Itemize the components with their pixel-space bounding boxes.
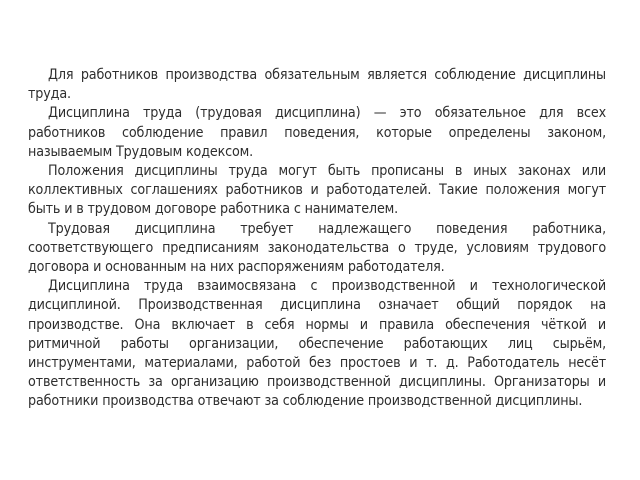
- document-text: [28, 66, 606, 412]
- paragraph-5: Дисциплина труда взаимосвязана с производственной и технологической дисциплиной. Производственная дисциплина означает общий порядок на производстве. Она включает в себя нормы и правила обеспечения чёткой и ритмичной работы организации, обеспечение работающих лиц сырьём, инструментами, материалами, работой без простоев и т. д. Работодатель несёт ответственность за организацию производственной дисциплины. Организаторы и работники производства отвечают за соблюдение производственной дисциплины.: [28, 278, 606, 410]
- paragraph-1: Для работников производства обязательным является соблюдение дисциплины труда.: [28, 67, 606, 103]
- paragraph-2: Дисциплина труда (трудовая дисциплина) — это обязательное для всех работников соблюдение правил поведения, которые определены законом, называемым Трудовым кодексом.: [28, 105, 606, 160]
- paragraph-3: Положения дисциплины труда могут быть прописаны в иных законах или коллективных соглашениях работников и работодателей. Такие положения могут быть и в трудовом договоре работника с нанимателем.: [28, 163, 606, 218]
- paragraph-4: Трудовая дисциплина требует надлежащего поведения работника, соответствующего предписаниям законодательства о труде, условиям трудового договора и основанным на них распоряжениям работодателя.: [28, 220, 606, 276]
